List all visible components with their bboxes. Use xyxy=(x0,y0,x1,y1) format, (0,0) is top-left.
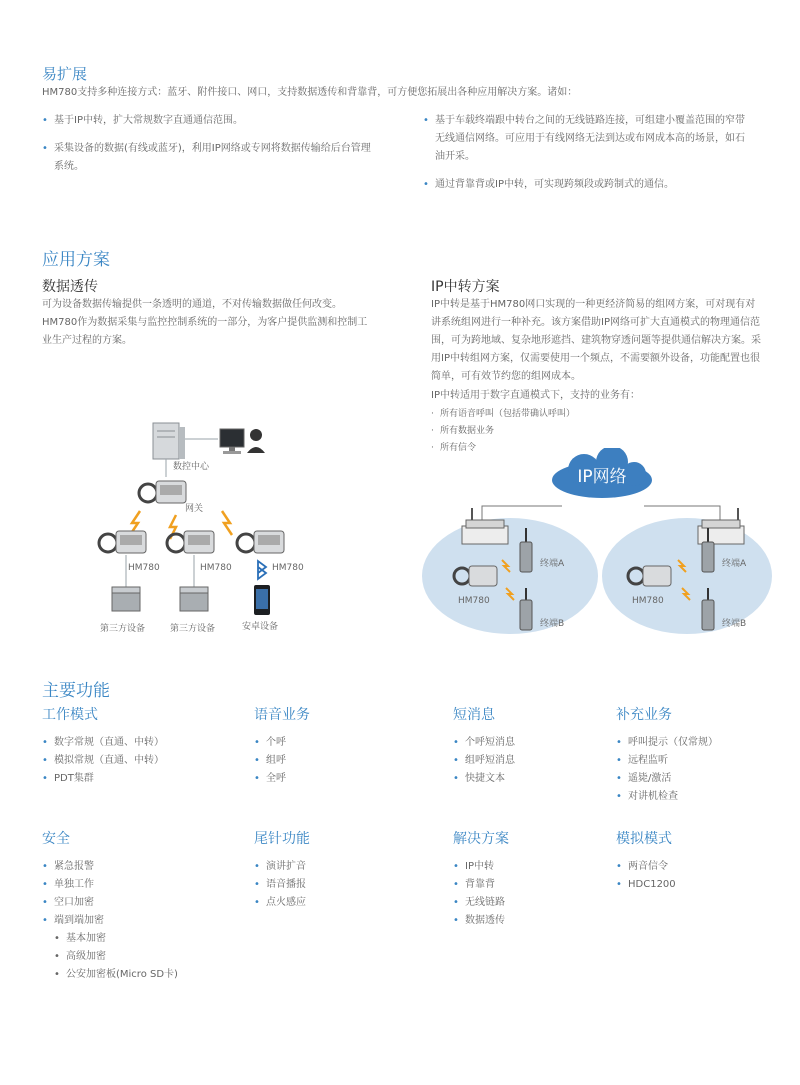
feature-group-title: 模拟模式 xyxy=(616,831,672,847)
list-item: • 点火感应 xyxy=(254,894,434,912)
repeater-icon xyxy=(698,508,744,544)
list-item: • 紧急报警 xyxy=(42,858,232,876)
third-party-device-icon xyxy=(112,587,140,611)
expand-intro: HM780支持多种连接方式：蓝牙、附件接口、网口，支持数据透传和背靠背，可方便您拓展出各种应用解决方案。诸如： xyxy=(42,87,578,98)
ip-network-diagram xyxy=(422,448,774,648)
list-item: • 两音信令 xyxy=(616,858,776,876)
feature-list xyxy=(254,734,434,788)
list-item: • 基于车载终端跟中转台之间的无线链路连接，可组建小覆盖范围的窄带无线通信网络。可应用于有线网络无法到达或布网成本高的场景，如石油开采。 xyxy=(423,112,748,166)
radio-label: HM780 xyxy=(272,563,304,573)
list-item: • 个呼短消息 xyxy=(453,734,603,752)
ip-relay-text: IP中转是基于HM780网口实现的一种更经济简易的组网方案，可对现有对讲系统组网进行一种补充。该方案借助IP网络可扩大直通模式的物理通信范围，可为跨地域、复杂地形遮挡、建筑物穿透问题等提供通信解决方案。采用IP中转组网方案，仅需要使用一个频点，不需要额外设备，功能配置也很简单，可有效节约您的组网成本。 xyxy=(431,299,761,382)
list-item: • 数据透传 xyxy=(453,912,603,930)
list-item: • 远程监听 xyxy=(616,752,776,770)
gateway-label: 网关 xyxy=(185,504,204,514)
radio-label: HM780 xyxy=(458,596,490,606)
radio-icon xyxy=(237,531,284,553)
feature-group-title: 工作模式 xyxy=(42,707,98,723)
list-item: • 背靠背 xyxy=(453,876,603,894)
radio-label: HM780 xyxy=(632,596,664,606)
feature-group-title: 安全 xyxy=(42,831,70,847)
list-item: • 空口加密 xyxy=(42,894,232,912)
list-item: • 端到端加密 xyxy=(42,912,232,930)
list-item: • 快捷文本 xyxy=(453,770,603,788)
feature-list xyxy=(42,858,232,930)
radio-label: HM780 xyxy=(128,563,160,573)
data-pass-text: 可为设备数据传输提供一条透明的通道，不对传输数据做任何改变。HM780作为数据采集与监控控制系统的一部分，为客户提供监测和控制工业生产过程的方案。 xyxy=(42,299,368,346)
feature-list xyxy=(453,858,603,930)
list-item: • 模拟常规（直通、中转） xyxy=(42,752,232,770)
ip-relay-title: IP中转方案 xyxy=(431,279,500,295)
feature-list xyxy=(616,734,776,806)
third-party-device-icon xyxy=(180,587,208,611)
android-phone-icon xyxy=(254,585,270,615)
cloud-label: IP网络 xyxy=(577,467,627,487)
feature-list xyxy=(453,734,603,788)
gateway-radio-icon xyxy=(139,481,186,503)
list-item: • 组呼短消息 xyxy=(453,752,603,770)
feature-group xyxy=(42,828,232,984)
list-item: · 所有语音呼叫（包括带确认呼叫） xyxy=(431,406,681,423)
expand-right-list xyxy=(423,112,748,194)
ip-relay-support-intro: IP中转适用于数字直通模式下，支持的业务有： xyxy=(431,390,640,401)
list-item: • 公安加密板(Micro SD卡) xyxy=(54,966,232,984)
center-label: 数控中心 xyxy=(173,462,210,472)
list-item: • 无线链路 xyxy=(453,894,603,912)
list-item: • 全呼 xyxy=(254,770,434,788)
feature-list xyxy=(254,858,434,912)
list-item: • 基于IP中转，扩大常规数字直通通信范围。 xyxy=(42,112,372,130)
list-item: • 对讲机检查 xyxy=(616,788,776,806)
feature-group-title: 语音业务 xyxy=(254,707,310,723)
terminal-a-label: 终端A xyxy=(540,559,565,569)
list-item: • 遥毙/激活 xyxy=(616,770,776,788)
data-pass-title: 数据透传 xyxy=(42,279,98,295)
expand-title: 易扩展 xyxy=(42,65,88,83)
list-item: • HDC1200 xyxy=(616,876,776,894)
list-item: • 单独工作 xyxy=(42,876,232,894)
third-party-label: 第三方设备 xyxy=(170,624,216,634)
repeater-icon xyxy=(462,508,508,544)
list-item: • IP中转 xyxy=(453,858,603,876)
list-item: • 数字常规（直通、中转） xyxy=(42,734,232,752)
list-item: • 组呼 xyxy=(254,752,434,770)
bluetooth-icon xyxy=(258,561,266,579)
coverage-area xyxy=(422,518,598,634)
list-item: • 演讲扩音 xyxy=(254,858,434,876)
features-title: 主要功能 xyxy=(42,681,110,701)
list-item: • 个呼 xyxy=(254,734,434,752)
feature-list xyxy=(42,734,232,788)
terminal-a-label: 终端A xyxy=(722,559,747,569)
radio-icon xyxy=(99,531,146,553)
terminal-b-label: 终端B xyxy=(722,619,747,629)
server-icon xyxy=(153,423,185,459)
radio-label: HM780 xyxy=(200,563,232,573)
monitor-icon xyxy=(220,429,244,454)
person-icon xyxy=(247,429,265,453)
feature-group xyxy=(42,704,232,788)
diagram-drawing xyxy=(90,415,390,645)
feature-group xyxy=(453,704,603,788)
feature-group-title: 解决方案 xyxy=(453,831,509,847)
list-item: • 语音播报 xyxy=(254,876,434,894)
feature-group xyxy=(254,704,434,788)
feature-group-title: 补充业务 xyxy=(616,707,672,723)
list-item: • 采集设备的数据(有线或蓝牙)，利用IP网络或专网将数据传输给后台管理系统。 xyxy=(42,140,372,176)
radio-icon xyxy=(167,531,214,553)
app-title: 应用方案 xyxy=(42,250,110,270)
list-item: · 所有信令 xyxy=(431,440,681,457)
feature-group-title: 尾针功能 xyxy=(254,831,310,847)
feature-list xyxy=(616,858,776,894)
list-item: • 基本加密 xyxy=(54,930,232,948)
feature-group xyxy=(254,828,434,912)
expand-left-list xyxy=(42,112,372,176)
list-item: • 通过背靠背或IP中转，可实现跨频段或跨制式的通信。 xyxy=(423,176,748,194)
list-item: · 所有数据业务 xyxy=(431,423,681,440)
feature-group-title: 短消息 xyxy=(453,707,495,723)
list-item: • PDT集群 xyxy=(42,770,232,788)
list-item: • 高级加密 xyxy=(54,948,232,966)
third-party-label: 第三方设备 xyxy=(100,624,146,634)
feature-group xyxy=(453,828,603,930)
android-label: 安卓设备 xyxy=(242,622,279,632)
feature-group xyxy=(616,704,776,806)
list-item: • 呼叫提示（仅常规） xyxy=(616,734,776,752)
data-pass-diagram xyxy=(90,415,390,645)
encryption-sub-list xyxy=(42,930,232,984)
terminal-b-label: 终端B xyxy=(540,619,565,629)
feature-group xyxy=(616,828,776,894)
signal-icon xyxy=(222,511,232,535)
